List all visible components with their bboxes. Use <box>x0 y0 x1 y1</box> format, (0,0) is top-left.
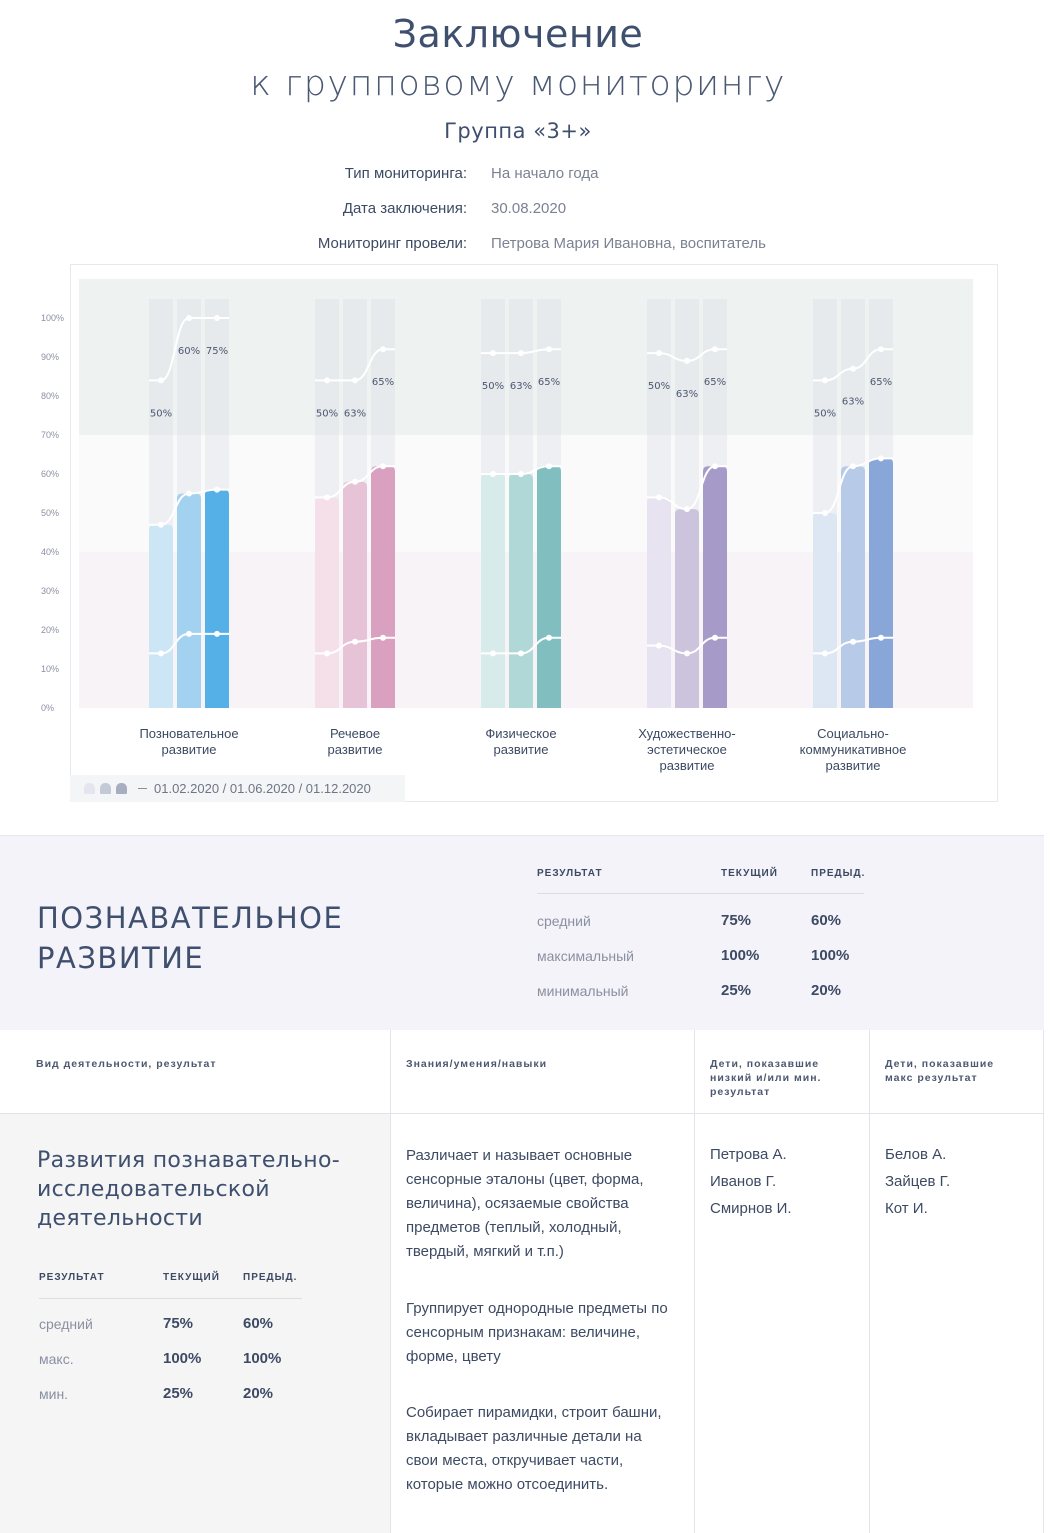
meta-date-value: 30.08.2020 <box>491 200 567 217</box>
th-low-line-1: Дети, показавшие <box>710 1058 820 1070</box>
category-label: коммуникативное <box>799 742 907 757</box>
col-divider-4 <box>1043 1030 1044 1533</box>
skill-1-line: предметов (теплый, холодный, <box>406 1219 622 1236</box>
bar <box>315 497 339 708</box>
bar <box>177 494 201 709</box>
max-child-2: Зайцев Г. <box>885 1173 951 1190</box>
activity-title-line-2: исследовательской <box>37 1177 270 1202</box>
y-tick-label: 50% <box>41 508 60 518</box>
activity-min-label: мин. <box>39 1386 69 1402</box>
meta-staff-label: Мониторинг провели: <box>317 235 467 252</box>
th-skills-line: Знания/умения/навыки <box>406 1058 548 1070</box>
bar <box>841 466 865 708</box>
activity-col-result: РЕЗУЛЬТАТ <box>39 1272 105 1283</box>
summary-avg-prev: 60% <box>811 912 842 929</box>
monitoring-chart <box>41 265 997 801</box>
th-skills <box>406 1057 686 1071</box>
trend-point <box>878 455 884 461</box>
bar <box>481 474 505 708</box>
bar-label: 63% <box>509 381 533 393</box>
trend-point <box>380 635 386 641</box>
trend-point <box>186 491 192 497</box>
trend-point <box>712 463 718 469</box>
bar-label: 65% <box>869 377 893 389</box>
trend-point <box>518 471 524 477</box>
trend-point <box>712 635 718 641</box>
trend-point <box>352 377 358 383</box>
trend-point <box>850 366 856 372</box>
bar-label: 65% <box>703 377 727 389</box>
summary-divider <box>537 893 864 894</box>
meta-date-label: Дата заключения: <box>342 200 467 217</box>
trend-point <box>656 350 662 356</box>
trend-point <box>656 494 662 500</box>
section-title-line-1: ПОЗНАВАТЕЛЬНОЕ <box>37 901 344 935</box>
trend-point <box>518 350 524 356</box>
low-child-2: Иванов Г. <box>710 1173 777 1190</box>
page-title: Заключение <box>392 12 644 56</box>
activity-max-label: макс. <box>39 1351 74 1367</box>
skill-2-line: форме, цвету <box>406 1348 501 1365</box>
trend-point <box>158 650 164 656</box>
trend-point <box>490 471 496 477</box>
skill-1-line: сенсорные эталоны (цвет, форма, <box>406 1171 644 1188</box>
chart-frame <box>41 264 998 802</box>
meta-staff-row <box>0 235 1050 257</box>
activity-col-prev: ПРЕДЫД. <box>243 1272 298 1283</box>
th-low-children <box>710 1057 860 1099</box>
trend-point <box>684 358 690 364</box>
skill-1-line: величина), осязаемые свойства <box>406 1195 629 1212</box>
activity-title-line-3: деятельности <box>37 1206 204 1231</box>
activity-title-line-1: Развития познавательно- <box>37 1148 340 1173</box>
activity-max-current: 100% <box>163 1350 202 1367</box>
bar-label: 50% <box>813 408 837 420</box>
th-activity <box>36 1057 376 1071</box>
trend-point <box>158 522 164 528</box>
activity-min-prev: 20% <box>243 1385 274 1402</box>
activity-col-current: ТЕКУЩИЙ <box>163 1272 220 1283</box>
summary-min-prev: 20% <box>811 982 842 999</box>
page-subtitle: к групповому мониторингу <box>250 64 786 104</box>
y-tick-label: 10% <box>41 664 60 674</box>
activity-cell <box>0 1114 390 1533</box>
bar-label: 65% <box>537 377 561 389</box>
bar-label: 50% <box>315 408 339 420</box>
skill-item-3 <box>406 1401 696 1497</box>
trend-point <box>214 487 220 493</box>
skill-item-2 <box>406 1297 696 1369</box>
skill-3-line: вкладывает различные детали на <box>406 1428 642 1445</box>
legend-dates: 01.02.2020 / 01.06.2020 / 01.12.2020 <box>154 781 371 796</box>
bar-label: 50% <box>647 381 671 393</box>
bar <box>813 513 837 708</box>
section-title <box>37 898 457 978</box>
trend-point <box>380 463 386 469</box>
trend-point <box>822 377 828 383</box>
th-max-line-1: Дети, показавшие <box>885 1058 995 1070</box>
bar-label: 50% <box>481 381 505 393</box>
y-tick-label: 80% <box>41 391 60 401</box>
y-tick-label: 60% <box>41 469 60 479</box>
chart-legend <box>70 775 405 802</box>
activity-min-current: 25% <box>163 1385 194 1402</box>
low-child-1: Петрова А. <box>710 1146 787 1163</box>
trend-point <box>546 346 552 352</box>
table-header <box>0 1030 1044 1114</box>
category-label: Социально- <box>817 726 889 741</box>
bar-label: 65% <box>371 377 395 389</box>
trend-point <box>352 639 358 645</box>
bar-label: 50% <box>149 408 173 420</box>
bar <box>509 474 533 708</box>
activity-divider <box>39 1298 302 1299</box>
section-title-line-2: РАЗВИТИЕ <box>37 941 205 975</box>
category-label: развитие <box>161 742 217 757</box>
meta-date-row <box>0 200 1050 222</box>
bar <box>675 509 699 708</box>
col-divider-1 <box>390 1030 391 1533</box>
activity-avg-label: средний <box>39 1316 93 1332</box>
y-tick-label: 30% <box>41 586 60 596</box>
skill-1-line: Различает и называет основные <box>406 1147 633 1164</box>
bar <box>869 458 893 708</box>
summary-max-current: 100% <box>721 947 760 964</box>
bar-label: 75% <box>205 346 229 357</box>
trend-point <box>186 631 192 637</box>
col-divider-3 <box>869 1030 870 1533</box>
y-tick-label: 40% <box>41 547 60 557</box>
activity-avg-prev: 60% <box>243 1315 274 1332</box>
bar-label: 60% <box>177 346 201 357</box>
skill-3-line: Собирает пирамидки, строит башни, <box>406 1404 662 1421</box>
skill-2-line: сенсорным признакам: величине, <box>406 1324 641 1341</box>
trend-point <box>324 650 330 656</box>
bar <box>343 482 367 708</box>
trend-point <box>158 377 164 383</box>
trend-point <box>822 650 828 656</box>
bar <box>371 466 395 708</box>
group-name: Группа «3+» <box>444 119 592 143</box>
legend-dash <box>138 788 147 789</box>
category-label: Речевое <box>329 726 381 741</box>
activity-title <box>37 1146 377 1233</box>
category-label: Физическое <box>485 726 557 741</box>
bar <box>537 466 561 708</box>
skill-3-line: которые можно отсоединить. <box>406 1476 609 1493</box>
summary-max-label: максимальный <box>537 948 635 964</box>
activity-avg-current: 75% <box>163 1315 194 1332</box>
summary-max-prev: 100% <box>811 947 850 964</box>
trend-point <box>684 650 690 656</box>
bar <box>647 497 671 708</box>
skill-item-1 <box>406 1144 696 1264</box>
trend-point <box>878 635 884 641</box>
y-tick-label: 0% <box>41 703 55 713</box>
bar-label: 63% <box>841 396 865 408</box>
trend-point <box>518 650 524 656</box>
summary-col-prev: ПРЕДЫД. <box>811 868 866 879</box>
trend-point <box>214 631 220 637</box>
th-low-line-2: низкий и/или мин. <box>710 1072 822 1084</box>
skill-3-line: свои места, откручивает части, <box>406 1452 624 1469</box>
th-activity-line: Вид деятельности, результат <box>36 1058 217 1070</box>
trend-point <box>850 639 856 645</box>
bar-label: 63% <box>343 408 367 420</box>
max-child-3: Кот И. <box>885 1200 928 1217</box>
activity-max-prev: 100% <box>243 1350 282 1367</box>
trend-point <box>712 346 718 352</box>
trend-point <box>380 346 386 352</box>
category-label: Художественно- <box>638 726 736 741</box>
trend-point <box>878 346 884 352</box>
trend-point <box>324 377 330 383</box>
summary-min-current: 25% <box>721 982 752 999</box>
meta-staff-value: Петрова Мария Ивановна, воспитатель <box>491 235 766 252</box>
bar-label: 63% <box>675 388 699 400</box>
trend-point <box>822 510 828 516</box>
th-low-line-3: результат <box>710 1086 771 1098</box>
bar <box>703 466 727 708</box>
summary-col-current: ТЕКУЩИЙ <box>721 868 778 879</box>
category-label: развитие <box>493 742 549 757</box>
trend-point <box>490 350 496 356</box>
trend-point <box>546 635 552 641</box>
y-tick-label: 70% <box>41 430 60 440</box>
th-max-children <box>885 1057 1035 1085</box>
th-max-line-2: макс результат <box>885 1072 978 1084</box>
trend-point <box>850 463 856 469</box>
trend-point <box>186 315 192 321</box>
trend-point <box>656 643 662 649</box>
summary-col-result: РЕЗУЛЬТАТ <box>537 868 603 879</box>
bar <box>205 490 229 708</box>
legend-dot-1 <box>84 783 95 794</box>
y-tick-label: 20% <box>41 625 60 635</box>
summary-avg-current: 75% <box>721 912 752 929</box>
category-label: развитие <box>327 742 383 757</box>
category-label: развитие <box>659 758 715 773</box>
category-label: эстетическое <box>647 742 727 757</box>
summary-section <box>0 835 1044 1030</box>
meta-type-label: Тип мониторинга: <box>344 165 467 182</box>
trend-point <box>352 479 358 485</box>
meta-type-row <box>0 165 1050 187</box>
max-child-1: Белов А. <box>885 1146 947 1163</box>
low-child-3: Смирнов И. <box>710 1200 792 1217</box>
meta-type-value: На начало года <box>491 165 599 182</box>
trend-point <box>490 650 496 656</box>
trend-point <box>324 494 330 500</box>
summary-min-label: минимальный <box>537 983 629 999</box>
category-label: развитие <box>825 758 881 773</box>
summary-avg-label: средний <box>537 913 591 929</box>
skill-1-line: твердый, мягкий и т.п.) <box>406 1243 564 1260</box>
legend-dot-3 <box>116 783 127 794</box>
category-label: Позновательное <box>139 726 239 741</box>
y-tick-label: 90% <box>41 352 60 362</box>
trend-point <box>684 506 690 512</box>
y-tick-label: 100% <box>41 313 65 323</box>
trend-point <box>214 315 220 321</box>
trend-point <box>546 463 552 469</box>
legend-dot-2 <box>100 783 111 794</box>
skill-2-line: Группирует однородные предметы по <box>406 1300 668 1317</box>
bar <box>149 525 173 708</box>
